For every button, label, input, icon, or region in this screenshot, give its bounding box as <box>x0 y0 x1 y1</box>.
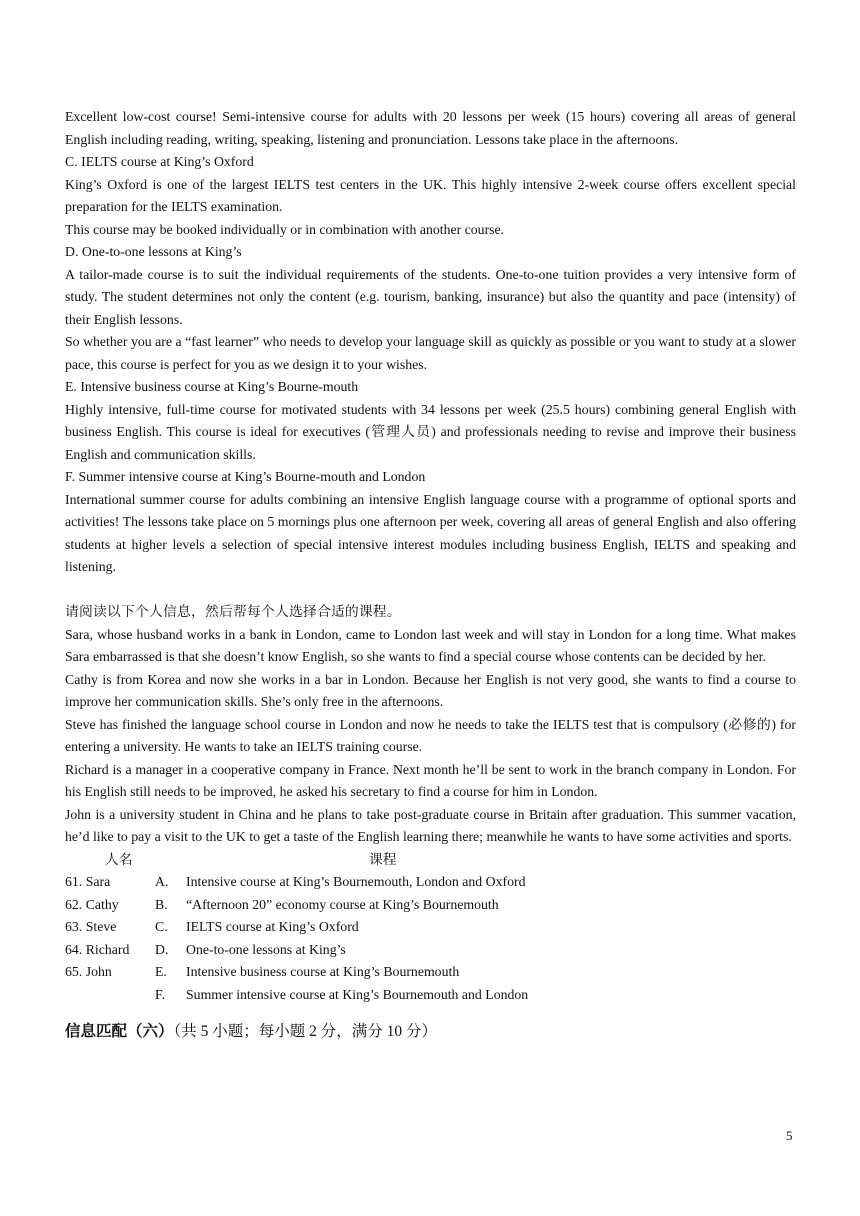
header-person: 人名 <box>105 851 133 867</box>
table-row <box>65 961 796 984</box>
row-person: 65. John <box>65 964 112 979</box>
row-person: 64. Richard <box>65 941 130 957</box>
table-row <box>65 939 796 962</box>
row-person: 61. Sara <box>65 874 111 889</box>
instruction-text: 请阅读以下个人信息，然后帮每个人选择合适的课程。 <box>65 604 401 619</box>
person-sara: Sara, whose husband works in a bank in London, came to London last week and will stay in London for a long time. What makes Sara embarrassed is that she doesn’t know English, so she wants to find a special course whose contents can be decided by her. <box>65 626 796 664</box>
row-letter: A. <box>155 874 169 889</box>
page-number: 5 <box>786 1128 793 1143</box>
row-course: Intensive course at King’s Bournemouth, London and Oxford <box>186 874 526 889</box>
row-course: IELTS course at King’s Oxford <box>186 919 359 934</box>
course-f-description: International summer course for adults combining an intensive English language course with a programme of optional sports and activities! The lessons take place on 5 mornings plus one afternoon per week, covering all areas of general English and also offering students at higher levels a selection of special intensive interest modules including business English, IELTS and speaking and listening. <box>65 491 796 574</box>
person-cathy: Cathy is from Korea and now she works in a bar in London. Because her English is not very good, she wants to find a course to improve her communication skills. She’s only free in the afternoons. <box>65 671 796 709</box>
row-letter: C. <box>155 919 168 934</box>
course-c-note: This course may be booked individually or in combination with another course. <box>65 221 505 237</box>
course-f-heading: F. Summer intensive course at King’s Bourne-mouth and London <box>65 469 426 484</box>
row-course: “Afternoon 20” economy course at King’s Bournemouth <box>186 896 499 912</box>
course-c-description: King’s Oxford is one of the largest IELTS test centers in the UK. This highly intensive 2-week course offers excellent special preparation for the IELTS examination. <box>65 176 796 214</box>
row-course: One-to-one lessons at King’s <box>186 941 346 957</box>
matching-table <box>65 849 796 1007</box>
course-e-heading: E. Intensive business course at King’s Bourne-mouth <box>65 379 359 394</box>
row-course: Summer intensive course at King’s Bournemouth and London <box>186 986 529 1002</box>
row-letter: F. <box>155 986 166 1002</box>
row-letter: B. <box>155 896 168 912</box>
matching-table-header <box>65 849 796 872</box>
course-c-heading: C. IELTS course at King’s Oxford <box>65 154 254 169</box>
course-e-description: Highly intensive, full-time course for motivated students with 34 lessons per week (25.5 hours) combining general English with business English. This course is ideal for executives (管理人员) and professionals needing to revise and improve their business English and communication skills. <box>65 401 796 462</box>
row-person: 62. Cathy <box>65 896 119 912</box>
table-row <box>65 984 796 1007</box>
person-richard: Richard is a manager in a cooperative company in France. Next month he’ll be sent to work in the branch company in London. For his English still needs to be improved, he asked his secretary to find a course for him in London. <box>65 761 796 799</box>
row-letter: E. <box>155 964 167 979</box>
section-heading <box>65 1020 796 1044</box>
table-row <box>65 871 796 894</box>
table-row <box>65 894 796 917</box>
course-b-description: Excellent low-cost course! Semi-intensive course for adults with 20 lessons per week (15 hours) covering all areas of general English including reading, writing, speaking, listening and pronunciation. Lessons take place in the afternoons. <box>65 109 796 147</box>
row-course: Intensive business course at King’s Bournemouth <box>186 964 460 979</box>
course-d-heading: D. One-to-one lessons at King’s <box>65 244 242 259</box>
header-course: 课程 <box>369 851 397 867</box>
spacer <box>65 579 796 602</box>
table-row <box>65 916 796 939</box>
row-person: 63. Steve <box>65 919 117 934</box>
course-d-description-2: So whether you are a “fast learner” who needs to develop your language skill as quickly as possible or you want to study at a slower pace, this course is perfect for you as we design it to your wishes. <box>65 334 796 372</box>
person-steve: Steve has finished the language school course in London and now he needs to take the IELTS test that is compulsory (必修的) for entering a university. He wants to take an IELTS training course. <box>65 716 796 754</box>
document-body <box>65 106 796 1044</box>
section-title: 信息匹配（六） <box>65 1023 174 1040</box>
row-letter: D. <box>155 941 169 957</box>
section-note: （共 5 小题；每小题 2 分，满分 10 分） <box>173 1023 438 1040</box>
person-john: John is a university student in China and he plans to take post-graduate course in Britain after graduation. This summer vacation, he’d like to pay a visit to the UK to get a taste of the English learning there; meanwhile he wants to have some activities and sports. <box>65 806 796 844</box>
course-d-description: A tailor-made course is to suit the individual requirements of the students. One-to-one tuition provides a very intensive form of study. The student determines not only the content (e.g. tourism, banking, insurance) but also the quantity and pace (intensity) of their English lessons. <box>65 266 796 327</box>
